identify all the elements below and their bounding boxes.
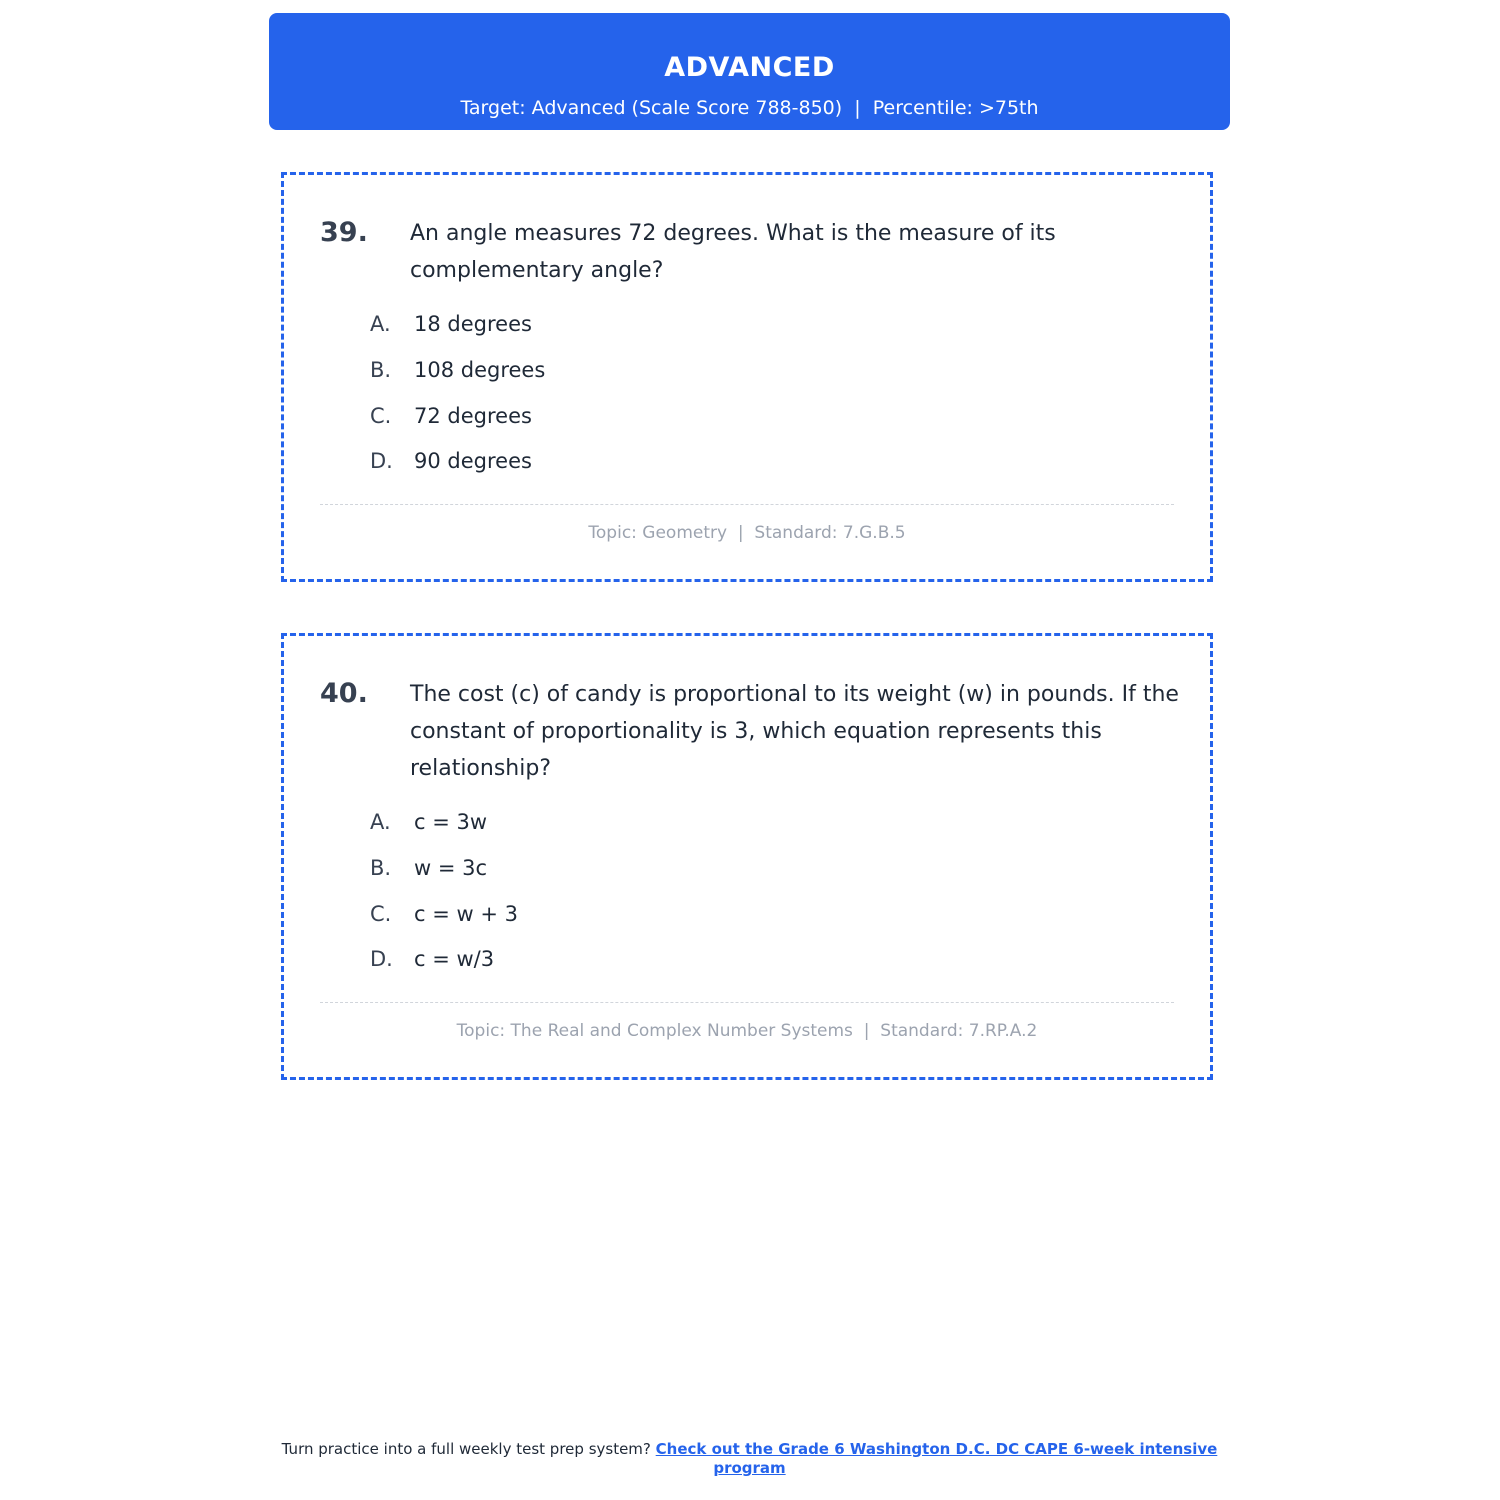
question-text: An angle measures 72 degrees. What is the measure of its complementary angle? [410, 221, 1056, 283]
choice-c[interactable] [370, 896, 518, 942]
standard-label: Standard: 7.RP.A.2 [880, 1021, 1038, 1041]
choice-b[interactable] [370, 850, 518, 896]
choice-c[interactable] [370, 398, 545, 444]
footer-promo [269, 1440, 1230, 1478]
target-text: Target: Advanced (Scale Score 788-850) [460, 97, 843, 119]
level-title: ADVANCED [664, 52, 835, 83]
choice-text: 72 degrees [414, 403, 532, 428]
choice-letter: B. [370, 855, 392, 880]
choice-text: 108 degrees [414, 357, 546, 382]
choice-b[interactable] [370, 352, 545, 398]
percentile-text: Percentile: >75th [872, 97, 1039, 119]
question-number: 40. [320, 678, 368, 709]
question-number: 39. [320, 217, 368, 248]
separator: | [863, 1021, 870, 1041]
topic-label: Topic: The Real and Complex Number Systems [456, 1021, 853, 1041]
question-card-39 [281, 172, 1213, 582]
choice-d[interactable] [370, 443, 545, 489]
choice-letter: C. [370, 403, 392, 428]
choice-d[interactable] [370, 941, 518, 987]
answer-choices [370, 306, 545, 489]
question-meta [284, 521, 1210, 545]
footer-prompt: Turn practice into a full weekly test prep system? [281, 1440, 651, 1458]
separator: | [737, 523, 744, 543]
choice-letter: C. [370, 901, 392, 926]
choice-text: 90 degrees [414, 449, 532, 474]
choice-text: c = 3w [414, 810, 488, 834]
choice-text: 18 degrees [414, 312, 532, 336]
choice-text: c = w + 3 [414, 901, 518, 926]
level-banner [269, 13, 1230, 130]
choice-text: w = 3c [414, 855, 488, 880]
program-link[interactable]: Check out the Grade 6 Washington D.C. DC CAPE 6-week intensive program [655, 1440, 1218, 1477]
level-target-line [269, 95, 1230, 121]
question-meta [284, 1019, 1210, 1043]
choice-letter: D. [370, 947, 393, 972]
divider [320, 1002, 1174, 1003]
standard-label: Standard: 7.G.B.5 [754, 523, 906, 543]
choice-text: c = w/3 [414, 947, 495, 972]
choice-letter: B. [370, 357, 392, 382]
choice-a[interactable] [370, 306, 545, 352]
question-card-40 [281, 633, 1213, 1080]
topic-label: Topic: Geometry [588, 523, 728, 543]
choice-letter: A. [370, 810, 391, 834]
question-text: The cost (c) of candy is proportional to its weight (w) in pounds. If the constant of proportionality is 3, which equation represents this relationship? [410, 682, 1179, 781]
choice-letter: A. [370, 312, 391, 336]
divider [320, 504, 1174, 505]
separator: | [854, 97, 861, 119]
choice-letter: D. [370, 449, 393, 474]
answer-choices [370, 804, 518, 987]
choice-a[interactable] [370, 804, 518, 850]
